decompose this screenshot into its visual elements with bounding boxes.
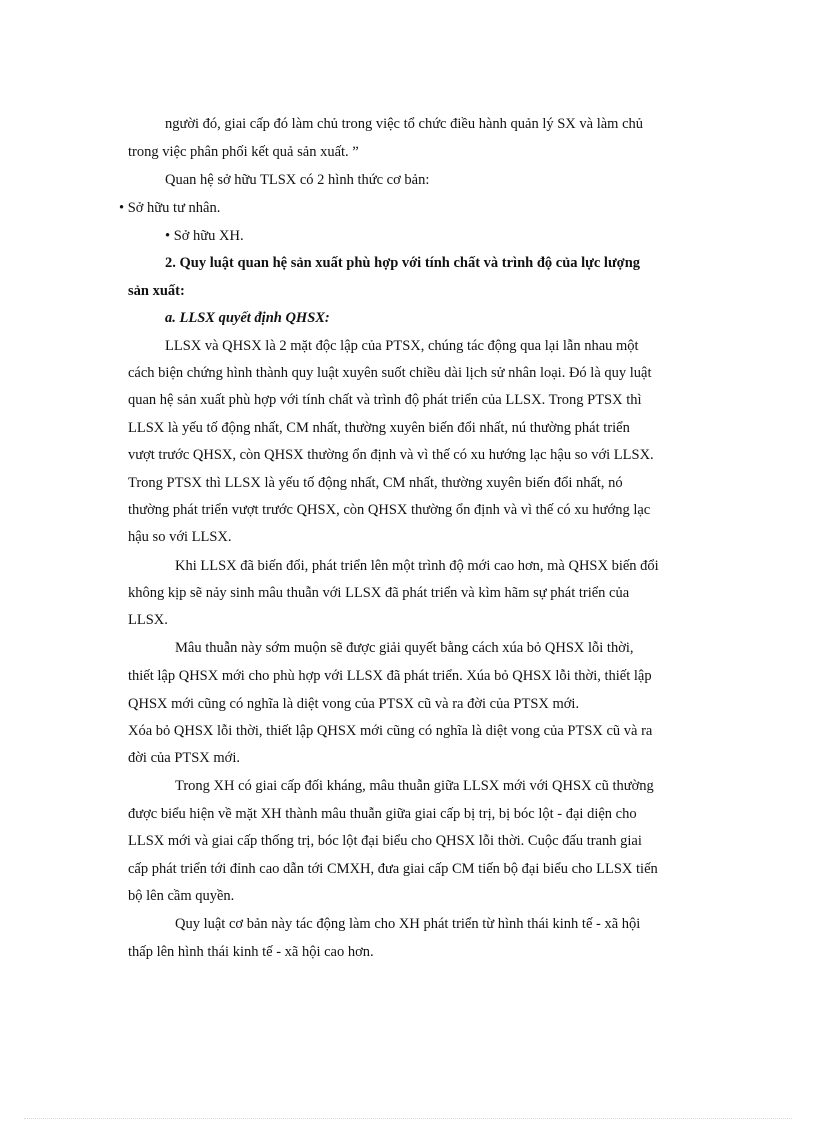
section-heading-continued: sản xuất: — [128, 283, 185, 299]
text-line: quan hệ sản xuất phù hợp với tính chất và trình độ phát triển của LLSX. Trong PTSX thì — [128, 392, 642, 408]
text-line: Quy luật cơ bản này tác động làm cho XH phát triển từ hình thái kinh tế - xã hội — [175, 916, 641, 932]
text-line: trong việc phân phối kết quả sản xuất. ” — [128, 144, 359, 160]
text-line: Mâu thuẫn này sớm muộn sẽ được giải quyết bằng cách xúa bỏ QHSX lỗi thời, — [175, 640, 634, 656]
text-line: Xóa bỏ QHSX lỗi thời, thiết lập QHSX mới cũng có nghĩa là diệt vong của PTSX cũ và ra — [128, 723, 653, 739]
text-line: LLSX mới và giai cấp thống trị, bóc lột đại biểu cho QHSX lỗi thời. Cuộc đấu tranh giai — [128, 833, 642, 849]
text-line: không kịp sẽ nảy sinh mâu thuẫn với LLSX đã phát triển và kìm hãm sự phát triển của — [128, 585, 630, 601]
text-line: LLSX. — [128, 612, 168, 628]
text-line: QHSX mới cũng có nghĩa là diệt vong của PTSX cũ và ra đời của PTSX mới. — [128, 696, 580, 712]
text-line: thấp lên hình thái kinh tế - xã hội cao hơn. — [128, 944, 374, 960]
section-heading: 2. Quy luật quan hệ sản xuất phù hợp với tính chất và trình độ của lực lượng — [165, 255, 641, 271]
text-line: thường phát triển vượt trước QHSX, còn QHSX thường ổn định và vì thế có xu hướng lạc — [128, 502, 651, 518]
bullet-item: • Sở hữu tư nhân. — [119, 200, 221, 216]
text-line: được biểu hiện về mặt XH thành mâu thuẫn giữa giai cấp bị trị, bị bóc lột - đại diện cho — [128, 806, 637, 822]
text-line: Khi LLSX đã biến đổi, phát triển lên một trình độ mới cao hơn, mà QHSX biến đổi — [175, 558, 659, 574]
text-line: cấp phát triển tới đỉnh cao dẫn tới CMXH, đưa giai cấp CM tiến bộ đại biểu cho LLSX tiến — [128, 861, 658, 877]
page-bottom-divider — [24, 1118, 792, 1119]
text-line: Quan hệ sở hữu TLSX có 2 hình thức cơ bản: — [165, 172, 430, 188]
text-line: LLSX và QHSX là 2 mặt độc lập của PTSX, chúng tác động qua lại lẫn nhau một — [165, 338, 639, 354]
subsection-heading: a. LLSX quyết định QHSX: — [165, 310, 330, 326]
text-line: Trong PTSX thì LLSX là yếu tố động nhất, CM nhất, thường xuyên biến đổi nhất, nó — [128, 475, 623, 491]
text-line: đời của PTSX mới. — [128, 750, 240, 766]
text-line: hậu so với LLSX. — [128, 529, 232, 545]
text-line: LLSX là yếu tố động nhất, CM nhất, thường xuyên biến đổi nhất, nú thường phát triển — [128, 420, 630, 436]
text-line: cách biện chứng hình thành quy luật xuyên suốt chiều dài lịch sử nhân loại. Đó là quy luật — [128, 365, 652, 381]
bullet-item: • Sở hữu XH. — [165, 228, 244, 244]
text-line: bộ lên cầm quyền. — [128, 888, 235, 904]
text-line: vượt trước QHSX, còn QHSX thường ổn định và vì thế có xu hướng lạc hậu so với LLSX. — [128, 447, 654, 463]
text-line: thiết lập QHSX mới cho phù hợp với LLSX đã phát triển. Xúa bỏ QHSX lỗi thời, thiết lập — [128, 668, 652, 684]
text-line: người đó, giai cấp đó làm chủ trong việc tổ chức điều hành quản lý SX và làm chủ — [165, 116, 644, 132]
text-line: Trong XH có giai cấp đối kháng, mâu thuẫn giữa LLSX mới với QHSX cũ thường — [175, 778, 654, 794]
